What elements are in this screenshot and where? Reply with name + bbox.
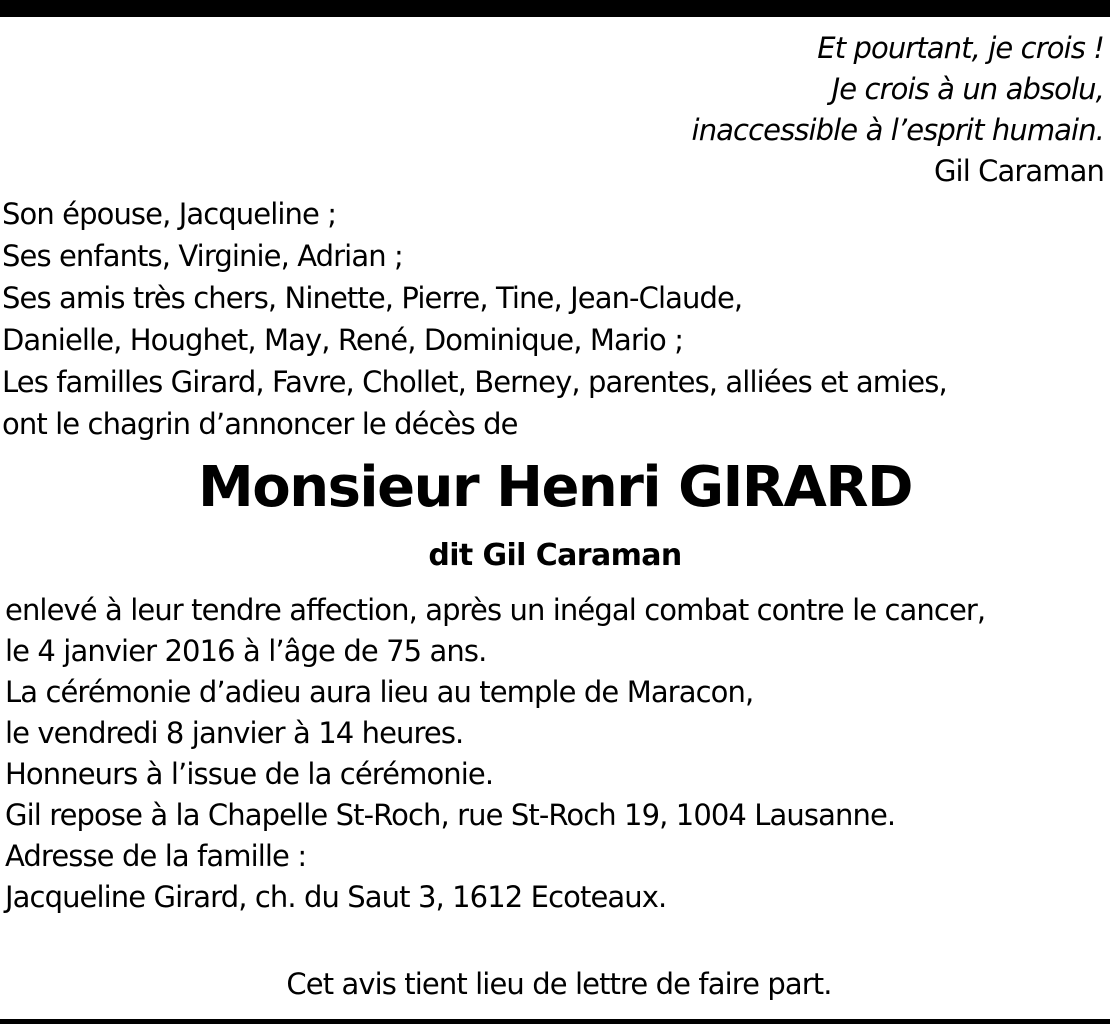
family-line: Ses enfants, Virginie, Adrian ; [2,239,403,273]
epigraph-author: Gil Caraman [933,154,1104,188]
epigraph [692,28,1104,192]
epigraph-line: Et pourtant, je crois ! [817,31,1104,65]
deceased-alias: dit Gil Caraman [428,538,682,573]
details-line: La cérémonie d’adieu aura lieu au temple de Maracon, [5,675,754,709]
family-announcement [2,193,947,445]
funeral-details [5,590,985,918]
epigraph-line: inaccessible à l’esprit humain. [691,113,1104,147]
top-border-rule [0,0,1110,17]
details-line: Gil repose à la Chapelle St-Roch, rue St-Roch 19, 1004 Lausanne. [5,798,896,832]
bottom-border-rule [0,1019,1110,1024]
closing-notice: Cet avis tient lieu de lettre de faire part. [286,967,832,1001]
details-line: Jacqueline Girard, ch. du Saut 3, 1612 Ecoteaux. [5,880,667,914]
family-line: Danielle, Houghet, May, René, Dominique, Mario ; [2,323,684,357]
epigraph-line: Je crois à un absolu, [831,72,1104,106]
details-line: le vendredi 8 janvier à 14 heures. [5,716,464,750]
details-line: Honneurs à l’issue de la cérémonie. [5,757,494,791]
family-line: ont le chagrin d’annoncer le décès de [2,407,518,441]
deceased-name: Monsieur Henri GIRARD [198,455,912,520]
details-line: Adresse de la famille : [5,839,307,873]
family-line: Ses amis très chers, Ninette, Pierre, Tine, Jean-Claude, [2,281,743,315]
family-line: Les familles Girard, Favre, Chollet, Berney, parentes, alliées et amies, [2,365,947,399]
family-line: Son épouse, Jacqueline ; [2,197,337,231]
details-line: le 4 janvier 2016 à l’âge de 75 ans. [5,634,487,668]
details-line: enlevé à leur tendre affection, après un inégal combat contre le cancer, [5,593,986,627]
